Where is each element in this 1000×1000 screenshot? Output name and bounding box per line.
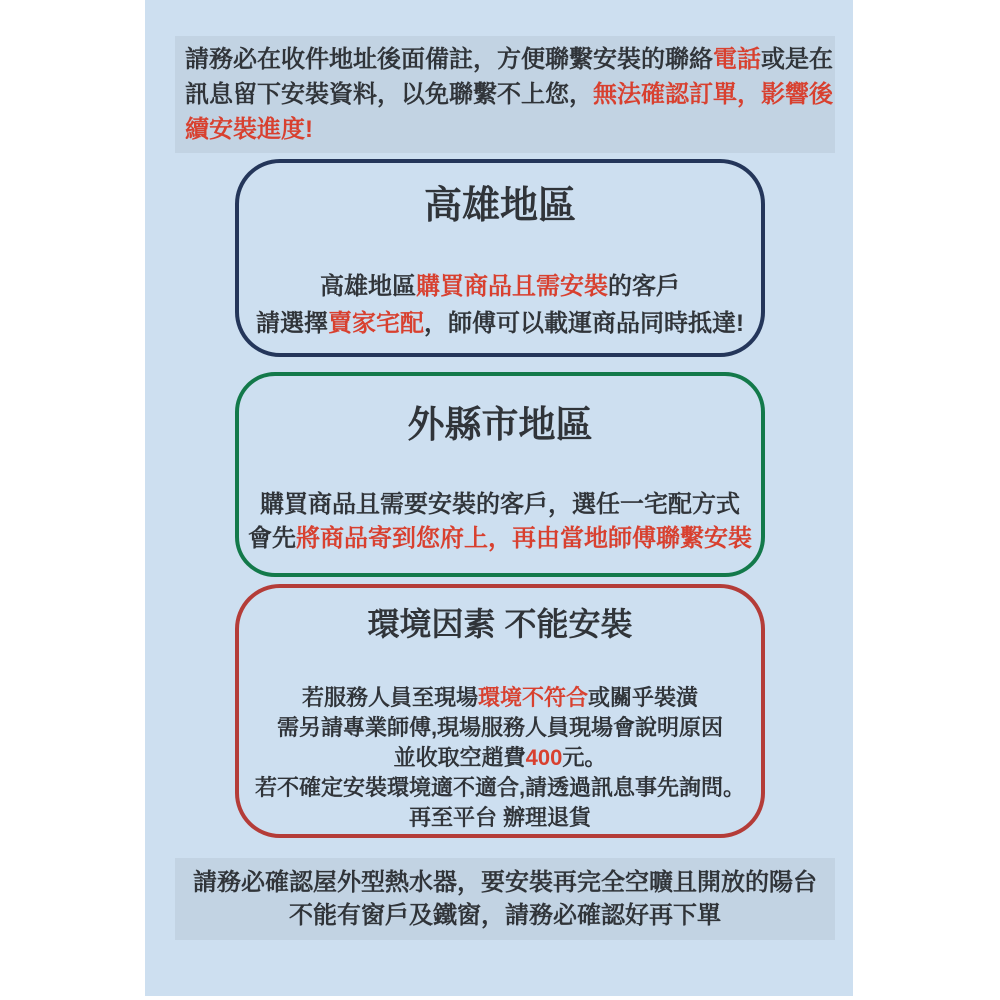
- text-segment: 續安裝進度!: [185, 116, 313, 143]
- box-text-line: [239, 488, 761, 522]
- text-segment: 若不確定安裝環境適不適合,請透過訊息事先詢問。: [254, 774, 746, 800]
- text-segment: 再至平台 辦理退貨: [408, 804, 592, 830]
- environment-restriction-title: 環境因素 不能安裝: [367, 606, 633, 642]
- notice-line: [185, 77, 833, 112]
- notice-line: [185, 42, 833, 77]
- text-segment: 並收取空趙費: [393, 744, 526, 770]
- text-segment: 電話: [713, 46, 761, 73]
- environment-restriction-body: [239, 683, 761, 833]
- box-text-line: [239, 268, 761, 305]
- text-segment: 請選擇: [256, 309, 328, 337]
- box-text-line: [239, 683, 761, 713]
- text-segment: 無法確認訂單，影響後: [593, 81, 833, 108]
- box-text-line: [239, 522, 761, 556]
- contact-warning-notice: [175, 36, 835, 153]
- box-text-line: [239, 803, 761, 833]
- text-segment: 高雄地區: [320, 272, 416, 300]
- box-text-line: [239, 773, 761, 803]
- kaohsiung-area-title: 高雄地區: [423, 185, 576, 227]
- text-segment: 400: [525, 744, 563, 770]
- box-text-line: [239, 743, 761, 773]
- other-counties-body: [239, 488, 761, 556]
- text-segment: 環境不符合: [477, 684, 588, 710]
- other-counties-title: 外縣市地區: [407, 404, 593, 445]
- blue-panel: [145, 0, 853, 996]
- text-segment: 請務必在收件地址後面備註，方便聯繫安裝的聯絡: [185, 46, 713, 73]
- kaohsiung-area-body: [239, 268, 761, 342]
- outdoor-heater-notice: [175, 858, 835, 940]
- text-segment: ，師傅可以載運商品同時抵達!: [424, 309, 744, 337]
- text-segment: 會先: [248, 524, 296, 552]
- box-text-line: [239, 713, 761, 743]
- text-segment: 購買商品且需要安裝的客戶，選任一宅配方式: [260, 490, 740, 518]
- text-segment: 訊息留下安裝資料，以免聯繫不上您，: [185, 81, 593, 108]
- text-segment: 若服務人員至現場: [301, 684, 478, 710]
- environment-restriction-box: [235, 584, 765, 838]
- text-segment: 購買商品且需安裝: [416, 272, 608, 300]
- text-segment: 或是在: [761, 46, 833, 73]
- kaohsiung-area-box: [235, 159, 765, 357]
- other-counties-box: [235, 372, 765, 577]
- text-segment: 需另請專業師傅,現場服務人員現場會說明原因: [276, 714, 724, 740]
- notice-line: [175, 899, 835, 932]
- box-text-line: [239, 305, 761, 342]
- text-segment: 賣家宅配: [328, 309, 424, 337]
- text-segment: 的客戶: [608, 272, 680, 300]
- text-segment: 將商品寄到您府上，再由當地師傅聯繫安裝: [296, 524, 752, 552]
- text-segment: 請務必確認屋外型熱水器，要安裝再完全空曠且開放的陽台: [193, 869, 817, 896]
- notice-line: [185, 112, 825, 147]
- text-segment: 元。: [562, 744, 607, 770]
- text-segment: 或關乎裝潢: [588, 684, 699, 710]
- text-segment: 不能有窗戶及鐵窗，請務必確認好再下單: [289, 902, 721, 929]
- notice-line: [175, 866, 835, 899]
